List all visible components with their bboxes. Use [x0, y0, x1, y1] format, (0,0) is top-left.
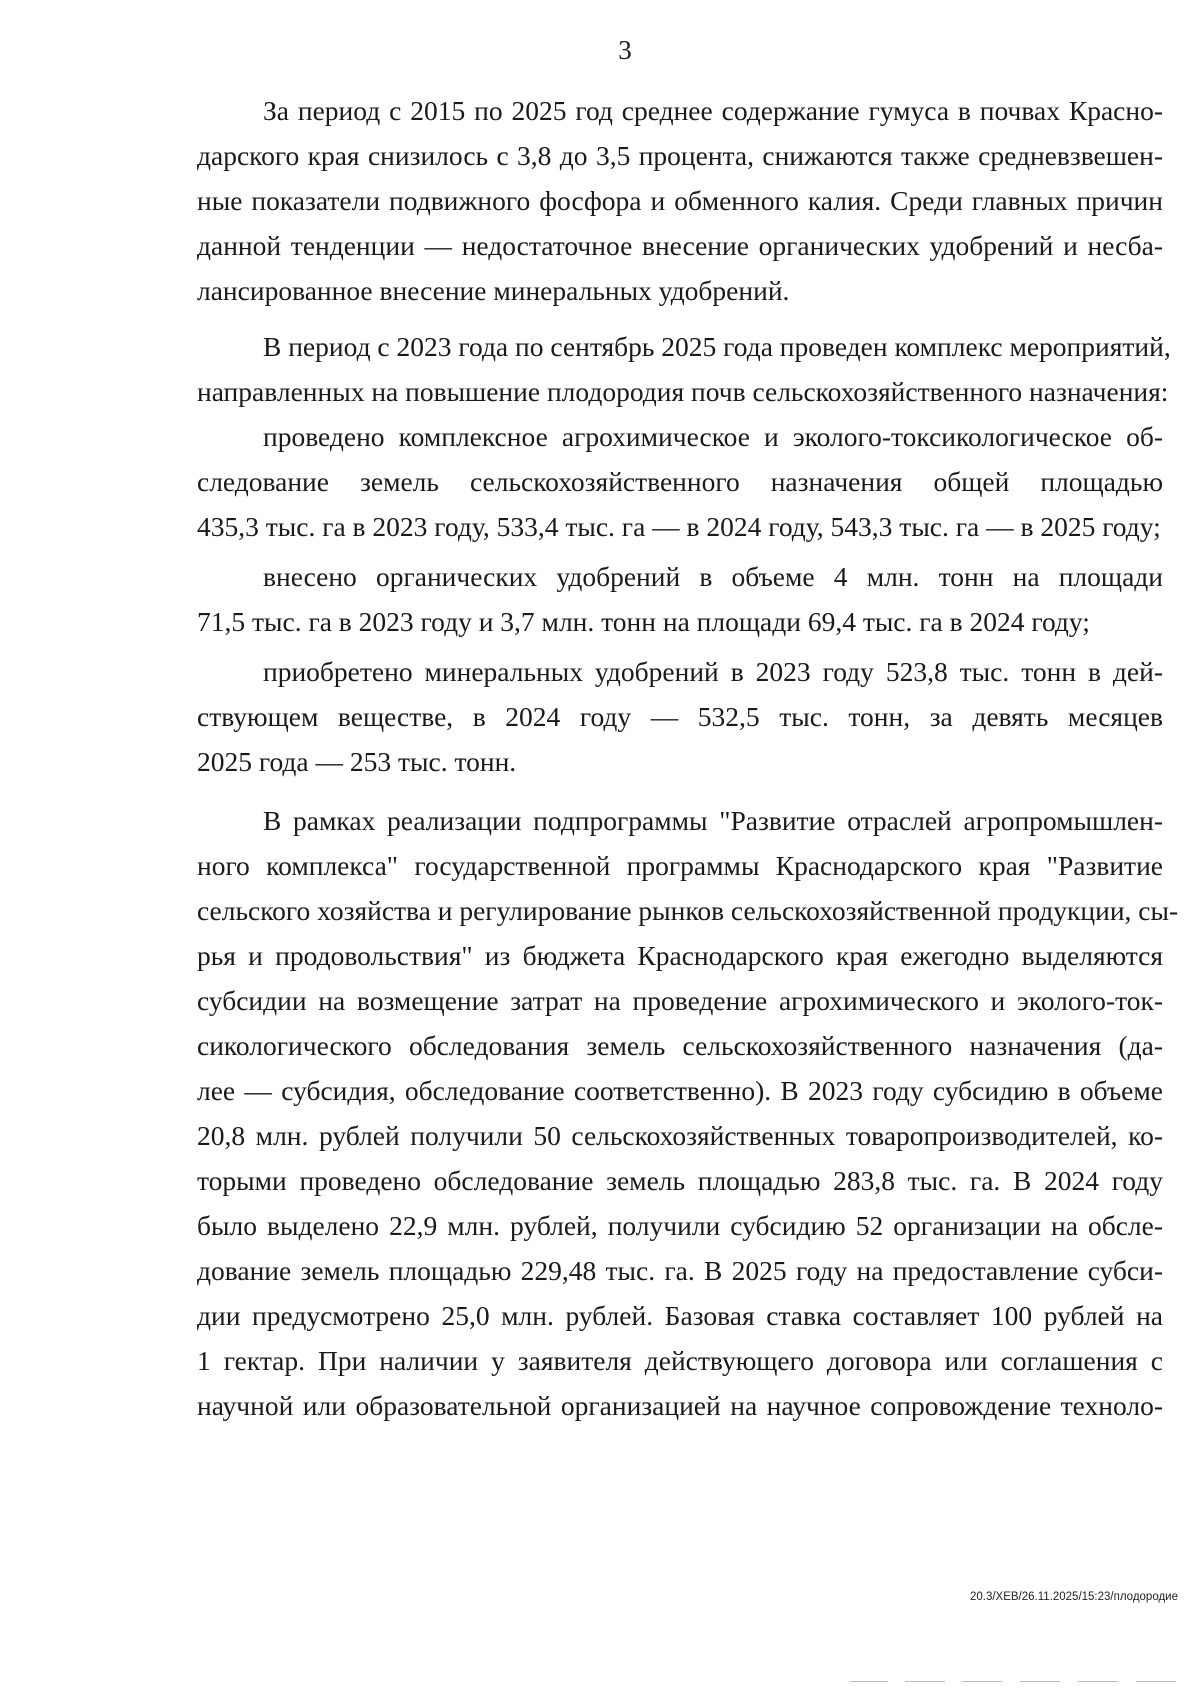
text-line: данной тенденции — недостаточное внесение органических удобрений и несба-: [197, 230, 1163, 261]
document-body: [197, 88, 1179, 1428]
text-line: научной или образовательной организацией на научное сопровождение техноло-: [197, 1390, 1163, 1421]
text-line: дарского края снизилось с 3,8 до 3,5 процента, снижаются также средневзвешен-: [197, 140, 1163, 171]
text-line: направленных на повышение плодородия почв сельскохозяйственного назначения:: [197, 376, 1169, 407]
text-line: рья и продовольствия" из бюджета Краснодарского края ежегодно выделяются: [197, 940, 1163, 971]
scan-artifact-line: [905, 1681, 945, 1682]
text-line: В рамках реализации подпрограммы "Развитие отраслей агропромышлен-: [263, 805, 1163, 836]
text-line: В период с 2023 года по сентябрь 2025 года проведен комплекс мероприятий,: [263, 331, 1171, 362]
scan-artifact-line: [1020, 1681, 1060, 1682]
text-line: 71,5 тыс. га в 2023 году и 3,7 млн. тонн на площади 69,4 тыс. га в 2024 году;: [197, 606, 1090, 637]
scan-artifact-line: [962, 1681, 1002, 1682]
text-line: лансированное внесение минеральных удобрений.: [197, 275, 790, 306]
text-line: 20,8 млн. рублей получили 50 сельскохозяйственных товаропроизводителей, ко-: [197, 1120, 1163, 1151]
text-line: дии предусмотрено 25,0 млн. рублей. Базовая ставка составляет 100 рублей на: [197, 1300, 1163, 1331]
scan-artifact-line: [1078, 1681, 1118, 1682]
text-line: ные показатели подвижного фосфора и обменного калия. Среди главных причин: [197, 185, 1163, 216]
text-line: субсидии на возмещение затрат на проведение агрохимического и эколого-ток-: [197, 985, 1163, 1016]
text-line: дование земель площадью 229,48 тыс. га. В 2025 году на предоставление субси-: [197, 1255, 1163, 1286]
text-line: проведено комплексное агрохимическое и эколого-токсикологическое об-: [263, 421, 1163, 452]
text-line: ного комплекса" государственной программы Краснодарского края "Развитие: [197, 850, 1163, 881]
page-number: 3: [618, 35, 632, 65]
scan-artifact-line: [1136, 1681, 1176, 1682]
text-line: За период с 2015 по 2025 год среднее содержание гумуса в почвах Красно-: [263, 95, 1163, 126]
text-line: 1 гектар. При наличии у заявителя действующего договора или соглашения с: [197, 1345, 1163, 1376]
text-line: торыми проведено обследование земель площадью 283,8 тыс. га. В 2024 году: [197, 1165, 1163, 1196]
text-line: внесено органических удобрений в объеме 4 млн. тонн на площади: [263, 561, 1163, 592]
text-line: ствующем веществе, в 2024 году — 532,5 тыс. тонн, за девять месяцев: [197, 701, 1163, 732]
document-registration-code: 20.3/ХЕВ/26.11.2025/15:23/плодородие: [969, 1591, 1178, 1603]
text-line: сикологического обследования земель сельскохозяйственного назначения (да-: [197, 1030, 1163, 1061]
text-line: 435,3 тыс. га в 2023 году, 533,4 тыс. га — в 2024 году, 543,3 тыс. га — в 2025 году;: [197, 511, 1161, 542]
text-line: было выделено 22,9 млн. рублей, получили субсидию 52 организации на обсле-: [197, 1210, 1163, 1241]
text-line: лее — субсидия, обследование соответственно). В 2023 году субсидию в объеме: [197, 1075, 1163, 1106]
scan-artifact-line: [850, 1681, 888, 1682]
text-line: сельского хозяйства и регулирование рынков сельскохозяйственной продукции, сы-: [197, 895, 1179, 926]
text-line: приобретено минеральных удобрений в 2023 году 523,8 тыс. тонн в дей-: [263, 656, 1163, 687]
text-line: 2025 года — 253 тыс. тонн.: [197, 746, 517, 777]
text-line: следование земель сельскохозяйственного назначения общей площадью: [197, 466, 1163, 497]
